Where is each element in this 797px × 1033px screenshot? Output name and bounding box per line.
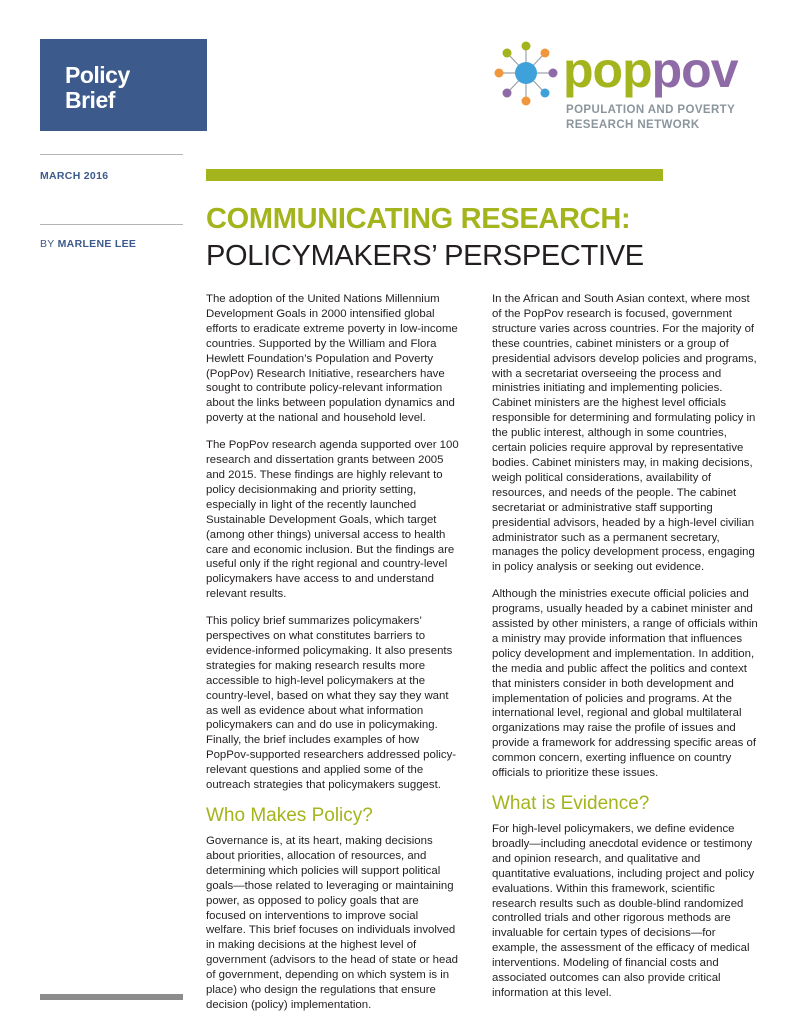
logo-subtitle-line2: RESEARCH NETWORK bbox=[566, 119, 700, 131]
sidebar-divider-middle bbox=[40, 224, 183, 225]
badge-line2: Brief bbox=[65, 87, 115, 113]
page-title: COMMUNICATING RESEARCH: bbox=[206, 203, 631, 235]
logo-wordmark bbox=[563, 42, 738, 98]
paragraph: This policy brief summarizes policymakers’ perspectives on what constitutes barriers to evidence-informed policymaking. It also presents strategies for making research results more accessible to high-level policymakers at the country-level, based on what they say they want as well as evidence about what information policymakers can and do use in policymaking. Finally, the brief includes examples of how PopPov-supported researchers addressed policy-relevant questions and applied some of the outreach strategies that policymakers suggest. bbox=[206, 615, 457, 792]
logo-pov-text: pov bbox=[651, 42, 738, 98]
logo-subtitle bbox=[566, 103, 735, 133]
byline-prefix: BY bbox=[40, 238, 58, 250]
paragraph: Although the ministries execute official policies and programs, usually headed by a cabinet minister and assisted by other ministers, a range of officials within a ministry may provide information that influences policy development and implementation. In addition, the media and public affect the politics and context that ministers consider in both development and implementation of policies and programs. At the international level, regional and global multilateral organizations may raise the profile of issues and provide a framework for addressing specific areas of common concern, exerting influence on country officials to prioritize these issues. bbox=[492, 588, 758, 780]
title-accent-bar bbox=[206, 169, 663, 181]
paragraph: In the African and South Asian context, where most of the PopPov research is focused, government structure varies across countries. For the majority of these countries, cabinet ministers or a group of presidential advisors develop policies and programs, with a secretariat overseeing the process and ministries initiating and implementing policies. Cabinet ministers are the highest level officials responsible for determining and formulating policy in the public interest, although in some countries, certain policies require approval by representative bodies. Cabinet ministers may, in making decisions, weigh political considerations, availability of resources, and needs of the people. The cabinet secretariat or administrative staff supporting presidential advisors, headed by a high-level civilian administrator such as a permanent secretary, manages the policy development process, engaging in policy analysis or seeking out evidence. bbox=[492, 293, 757, 574]
publication-date: MARCH 2016 bbox=[40, 170, 109, 182]
paragraph: For high-level policymakers, we define evidence broadly—including anecdotal evidence or testimony and opinion research, and qualitative and quantitative evaluations, including project and policy evaluations. Within this framework, scientific research results such as double-blind randomized controlled trials and other rigorous methods are invaluable for certain types of decisions—for example, the assessment of the efficacy of medical interventions. Modeling of financial costs and associated outcomes can also provide critical information at this level. bbox=[492, 823, 755, 999]
right-column bbox=[492, 292, 760, 1013]
sidebar-divider-top bbox=[40, 154, 183, 155]
page-subtitle: POLICYMAKERS’ PERSPECTIVE bbox=[206, 240, 644, 272]
policy-brief-label bbox=[65, 63, 130, 113]
paragraph: Governance is, at its heart, making decisions about priorities, allocation of resources, and determining which policies will support political goals—those related to leveraging or maintaining power, as opposed to policy goals that are focused on interventions to improve social welfare. This brief focuses on individuals involved in making decisions at the highest level of government (advisors to the head of state or head of government, depending on which system is in place) who design the regulations that ensure decision (policy) implementation. bbox=[206, 835, 459, 1011]
network-logo-icon bbox=[490, 40, 562, 112]
logo-subtitle-line1: POPULATION AND POVERTY bbox=[566, 104, 736, 116]
section-heading-who-makes-policy: Who Makes Policy? bbox=[206, 805, 373, 826]
author-name: MARLENE LEE bbox=[57, 238, 137, 250]
footer-bar bbox=[40, 994, 183, 1000]
badge-line1: Policy bbox=[65, 62, 130, 88]
section-heading-what-is-evidence: What is Evidence? bbox=[492, 793, 650, 814]
poppov-logo bbox=[490, 40, 780, 135]
paragraph: The PopPov research agenda supported over 100 research and dissertation grants between 2005 and 2015. These findings are highly relevant to policy decisionmaking and priority setting, especially in light of the recently launched Sustainable Development Goals, which target (among other things) universal access to health care and economic inclusion. But the findings are useful only if the right regional and country-level policymakers have access to and understand relevant results. bbox=[206, 439, 459, 601]
paragraph: The adoption of the United Nations Millennium Development Goals in 2000 intensified global efforts to eradicate extreme poverty in low-income countries. Supported by the William and Flora Hewlett Foundation’s Population and Poverty (PopPov) Research Initiative, researchers have sought to contribute policy-relevant information about the links between population dynamics and poverty at the national and household level. bbox=[206, 293, 458, 425]
logo-pop-text: pop bbox=[563, 42, 652, 98]
byline bbox=[40, 238, 136, 250]
left-column bbox=[206, 292, 461, 1025]
policy-brief-badge bbox=[40, 39, 207, 131]
